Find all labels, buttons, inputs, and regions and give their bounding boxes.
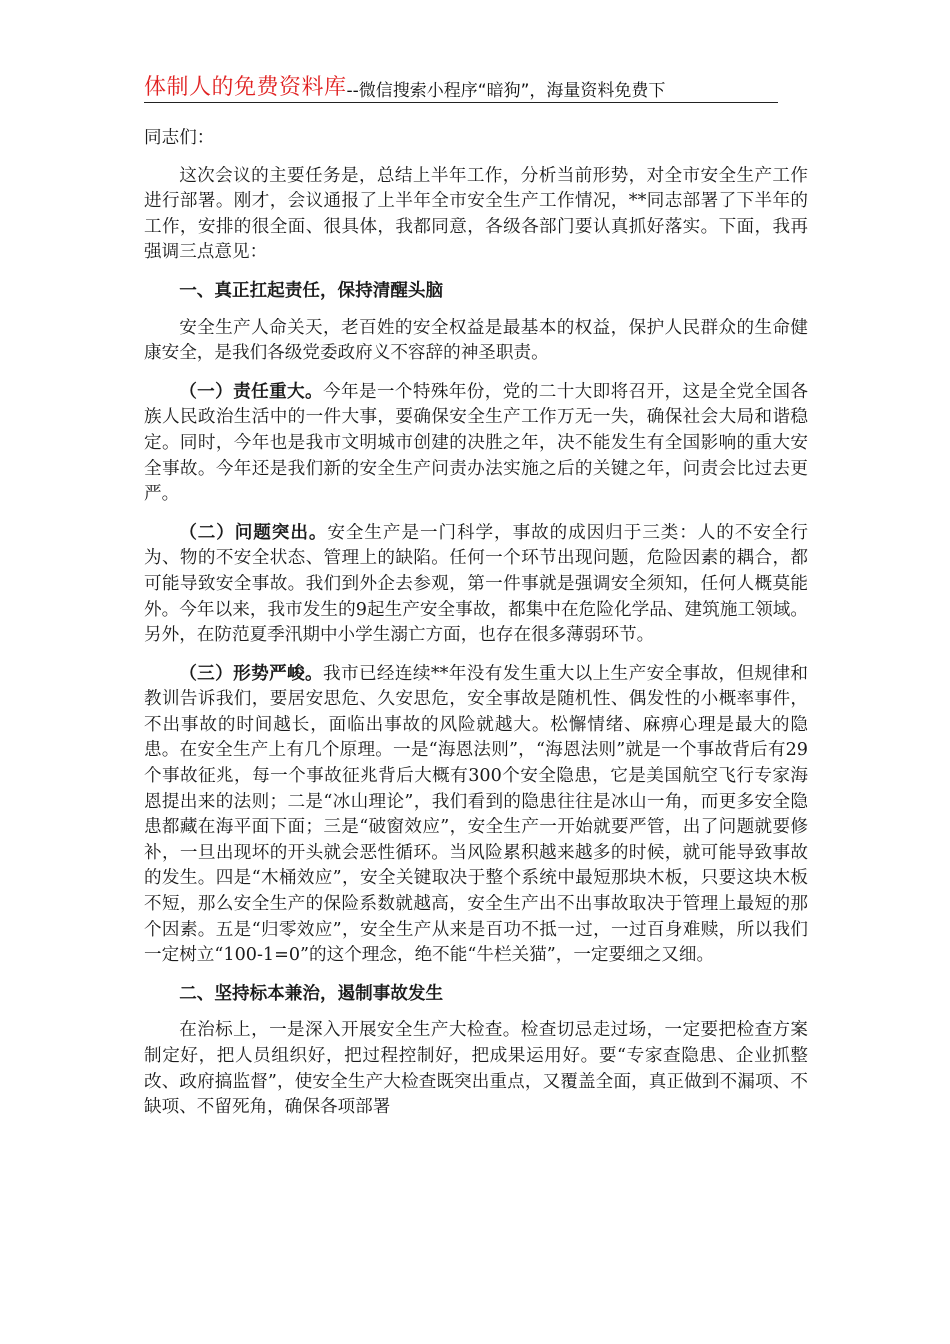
header-brand: 体制人的免费资料库 (144, 75, 347, 100)
section-1-heading: 一、真正扛起责任，保持清醒头脑 (179, 279, 444, 301)
page-header (144, 70, 778, 103)
document-body (144, 126, 808, 1133)
point-2-paragraph (144, 520, 808, 649)
point-1-title: （一）责任重大。 (179, 380, 323, 402)
section-2-heading: 二、坚持标本兼治，遏制事故发生 (179, 982, 444, 1004)
point-3-text: 我市已经连续**年没有发生重大以上生产安全事故，但规律和教训告诉我们，要居安思危、久安思危，安全事故是随机性、偶发性的小概率事件，不出事故的时间越长，面临出事故的风险就越大。松懈情绪、麻痹心理是最大的隐患。在安全生产上有几个原理。一是“海恩法则”，“海恩法则”就是一个事故背后有29个事故征兆，每一个事故征兆背后大概有300个安全隐患，它是美国航空飞行专家海恩提出来的法则；二是“冰山理论”，我们看到的隐患往往是冰山一角，而更多安全隐患都藏在海平面下面；三是“破窗效应”，安全生产一开始就要严管，出了问题就要修补，一旦出现坏的开头就会恶性循环。当风险累积越来越多的时候，就可能导致事故的发生。四是“木桶效应”，安全关键取决于整个系统中最短那块木板，只要这块木板不短，那么安全生产的保险系数就越高，安全生产出不出事故取决于管理上最短的那个因素。五是“归零效应”，安全生产从来是百功不抵一过，一过百身难赎，所以我们一定树立“100-1=0”的这个理念，绝不能“牛栏关猫”，一定要细之又细。 (144, 663, 808, 966)
point-3-paragraph (144, 661, 808, 969)
point-2-title: （二）问题突出。 (179, 521, 328, 543)
section-2-lead: 在治标上，一是深入开展安全生产大检查。检查切忌走过场，一定要把检查方案制定好，把人员组织好，把过程控制好，把成果运用好。要“专家查隐患、企业抓整改、政府搞监督”，使安全生产大检查既突出重点，又覆盖全面，真正做到不漏项、不缺项、不留死角，确保各项部署 (144, 1020, 808, 1118)
point-2-text: 安全生产是一门科学，事故的成因归于三类：人的不安全行为、物的不安全状态、管理上的缺陷。任何一个环节出现问题，危险因素的耦合，都可能导致安全事故。我们到外企去参观，第一件事就是强调安全须知，任何人概莫能外。今年以来，我市发生的9起生产安全事故，都集中在危险化学品、建筑施工领域。另外，在防范夏季汛期中小学生溺亡方面，也存在很多薄弱环节。 (144, 522, 808, 646)
point-1-text: 今年是一个特殊年份，党的二十大即将召开，这是全党全国各族人民政治生活中的一件大事，要确保安全生产工作万无一失，确保社会大局和谐稳定。同时，今年也是我市文明城市创建的决胜之年，决不能发生有全国影响的重大安全事故。今年还是我们新的安全生产问责办法实施之后的关键之年，问责会比过去更严。 (144, 381, 808, 505)
point-1-paragraph (144, 379, 808, 508)
intro-paragraph: 这次会议的主要任务是，总结上半年工作，分析当前形势，对全市安全生产工作进行部署。刚才，会议通报了上半年全市安全生产工作情况，**同志部署了下半年的工作，安排的很全面、很具体，我都同意，各级各部门要认真抓好落实。下面，我再强调三点意见： (144, 165, 808, 263)
salutation: 同志们： (144, 128, 215, 148)
header-slogan: --微信搜索小程序“暗狗”，海量资料免费下 (346, 81, 666, 101)
point-3-title: （三）形势严峻。 (179, 662, 323, 684)
section-1-lead: 安全生产人命关天，老百姓的安全权益是最基本的权益，保护人民群众的生命健康安全，是我们各级党委政府义不容辞的神圣职责。 (144, 317, 808, 364)
